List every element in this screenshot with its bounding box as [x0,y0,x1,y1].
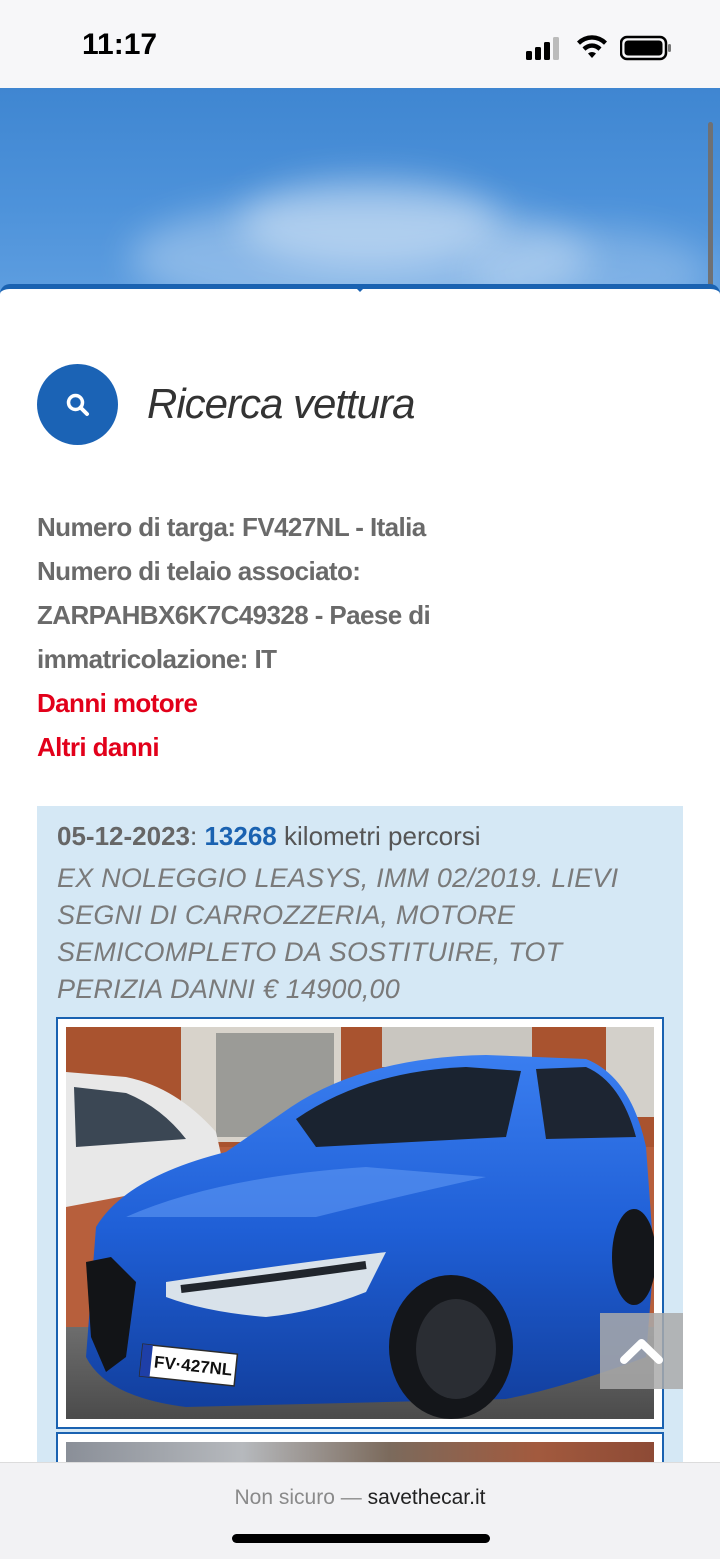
damage-other-link[interactable]: Altri danni [37,732,159,762]
chassis-line: immatricolazione: IT [37,644,277,674]
search-button[interactable] [37,364,118,445]
header-banner [0,88,720,298]
browser-address-bar[interactable] [0,1462,720,1559]
url-display[interactable] [0,1486,720,1510]
cellular-signal-icon [526,36,562,60]
plate-line: Numero di targa: FV427NL - Italia [37,512,426,542]
search-icon [65,392,91,418]
status-bar [0,0,720,88]
damage-engine-link[interactable]: Danni motore [37,688,198,718]
not-secure-label: Non sicuro — [234,1486,362,1509]
url-domain: savethecar.it [367,1486,486,1509]
chassis-line: Numero di telaio associato: [37,556,361,586]
entry-km-value: 13268 [204,821,277,851]
chassis-line: ZARPAHBX6K7C49328 - Paese di [37,600,431,630]
entry-separator: : [190,821,198,851]
back-to-top-button[interactable] [600,1313,683,1389]
entry-km-label: kilometri percorsi [284,821,481,851]
entry-note-line: SEMICOMPLETO DA SOSTITUIRE, TOT [57,937,563,967]
entry-note-line: PERIZIA DANNI € 14900,00 [57,974,400,1004]
section-title: Ricerca vettura [147,380,415,427]
entry-header [57,818,481,854]
entry-date: 05-12-2023 [57,821,190,851]
photo-plate-text: FV·427NL [153,1352,234,1380]
vehicle-info [37,505,677,769]
chevron-up-icon [600,1313,683,1389]
card-notch [352,284,368,292]
status-time: 11:17 [82,28,158,61]
entry-note [57,860,677,1008]
entry-note-line: SEGNI DI CARROZZERIA, MOTORE [57,900,516,930]
entry-note-line: EX NOLEGGIO LEASYS, IMM 02/2019. LIEVI [57,863,619,893]
car-photo[interactable] [66,1027,654,1419]
home-indicator[interactable] [232,1534,490,1543]
wifi-icon [576,34,608,60]
battery-icon [620,35,672,61]
